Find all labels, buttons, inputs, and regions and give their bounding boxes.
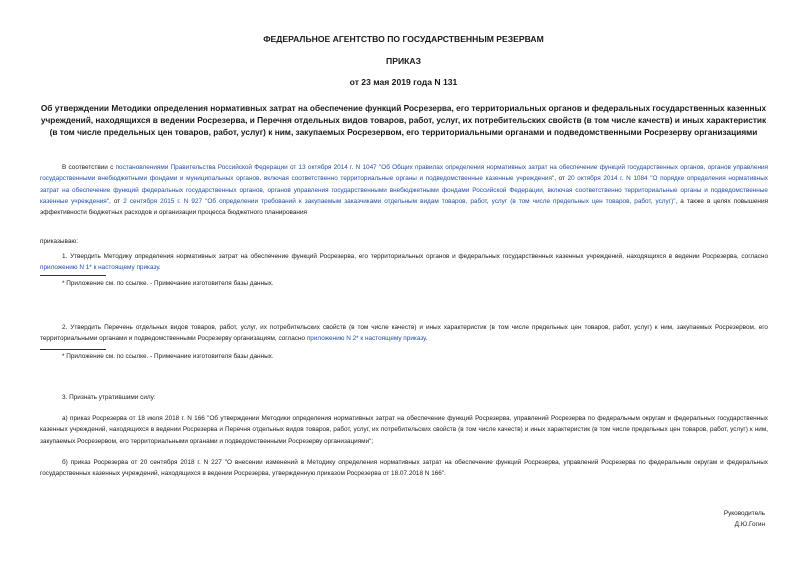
item-1-text: 1. Утвердить Методику определения нормативных затрат на обеспечение функций Росрезерва, его территориальных органов и федеральных государственных казенных учреждений, находящихся в ведении Росрезерва, согласно	[62, 253, 768, 260]
appendix-2-link[interactable]: приложению N 2* к настоящему приказу	[306, 335, 426, 343]
item-2	[40, 322, 768, 345]
footnote-divider	[40, 275, 106, 276]
item-2-tail: .	[425, 335, 428, 343]
preamble-text-b: , от	[554, 175, 568, 183]
item-3b: б) приказ Росрезерва от 20 сентября 2018 г. N 227 "О внесении изменений в Методику определения нормативных затрат на обеспечение функций Росрезерва, управлений Росрезерва по федеральным округам и федеральных государственных казенных учреждений, находящихся в ведении Росрезерва, утвержденную приказом Росрезерва от 18.07.2018 N 166".	[40, 459, 768, 478]
decree-927-link[interactable]: 2 сентября 2015 г. N 927 "Об определении требований к закупаемым заказчиками отдельным видам товаров, работ, услуг (в том числе предельных цен товаров, работ, услуг)"	[123, 197, 676, 205]
footnote-1: * Приложение см. по ссылке. - Примечание изготовителя базы данных.	[62, 280, 274, 287]
footnote-2: * Приложение см. по ссылке. - Примечание изготовителя базы данных.	[62, 353, 274, 360]
appendix-1-link[interactable]: приложению N 1* к настоящему приказу	[40, 264, 159, 272]
item-1-tail: .	[158, 264, 161, 272]
item-3a: а) приказ Росрезерва от 18 июля 2018 г. N 166 "Об утверждении Методики определения нормативных затрат на обеспечение функций Росрезерва, управлений Росрезерва по федеральным округам и федеральных государственных казенных учреждений, находящихся в ведении Росрезерва и Перечня отдельных видов товаров, работ, услуг, их потребительских свойств (в том числе качеств) и иных характеристик (в том числе предельных цен товаров, работ, услуг) к ним, закупаемых Росрезервом, его территориальными органами и подведомственными Росрезерву организациями";	[40, 415, 768, 445]
preamble-text-c: , от	[109, 197, 124, 205]
document-date: от 23 мая 2019 года N 131	[349, 77, 458, 87]
item-3: 3. Признать утратившими силу:	[62, 394, 156, 401]
order-word: приказываю:	[40, 238, 78, 245]
document-title: Об утверждении Методики определения нормативных затрат на обеспечение функций Росрезерва, его территориальных органов и федеральных государственных казенных учреждений, находящихся в ведении Росрезерва, и Перечня отдельных видов товаров, работ, услуг, их потребительских свойств (в том числе качеств) и иных характеристик (в том числе предельных цен товаров, работ, услуг) к ним, закупаемых Росрезервом, его территориальными органами и подведомственными Росрезерву организациями	[40, 103, 767, 137]
preamble-text-d: , а также в целях повышения эффективности бюджетных расходов и организации процесса бюджетного планирования	[40, 197, 768, 217]
preamble-text-a: В соответствии с	[62, 164, 116, 171]
signature-block	[724, 508, 765, 530]
document-type: ПРИКАЗ	[386, 56, 421, 66]
preamble-paragraph	[40, 162, 768, 218]
decree-1084-link[interactable]: 20 октября 2014 г. N 1084 "О порядке определения нормативных затрат на обеспечение функций федеральных государственных органов, органов управления государственными внебюджетными фондами Российской Федерации, включая соответственно территориальные органы и подведомственные казенные учреждения"	[40, 175, 768, 205]
item-1	[40, 251, 768, 274]
signatory-role: Руководитель	[723, 510, 765, 517]
signatory-name: Д.Ю.Гогин	[734, 521, 765, 528]
agency-name: ФЕДЕРАЛЬНОЕ АГЕНТСТВО ПО ГОСУДАРСТВЕННЫМ РЕЗЕРВАМ	[263, 34, 544, 44]
footnote-divider	[40, 349, 106, 350]
item-2-text: 2. Утвердить Перечень отдельных видов товаров, работ, услуг, их потребительских свойств (в том числе качеств) и иных характеристик (в том числе предельных цен товаров, работ, услуг) к ним, закупаемых Росрезервом, его территориальными органами и подведомственными Росрезерву организациям, согласно	[40, 324, 768, 343]
decree-1047-link[interactable]: постановлениями Правительства Российской Федерации от 13 октября 2014 г. N 1047 "Об Общих правилах определения нормативных затрат на обеспечение функций государственных органов, органов управления государственными внебюджетными фондами и муниципальных органов, включая соответственно территориальные органы и подведомственные казенные учреждения"	[40, 164, 769, 183]
